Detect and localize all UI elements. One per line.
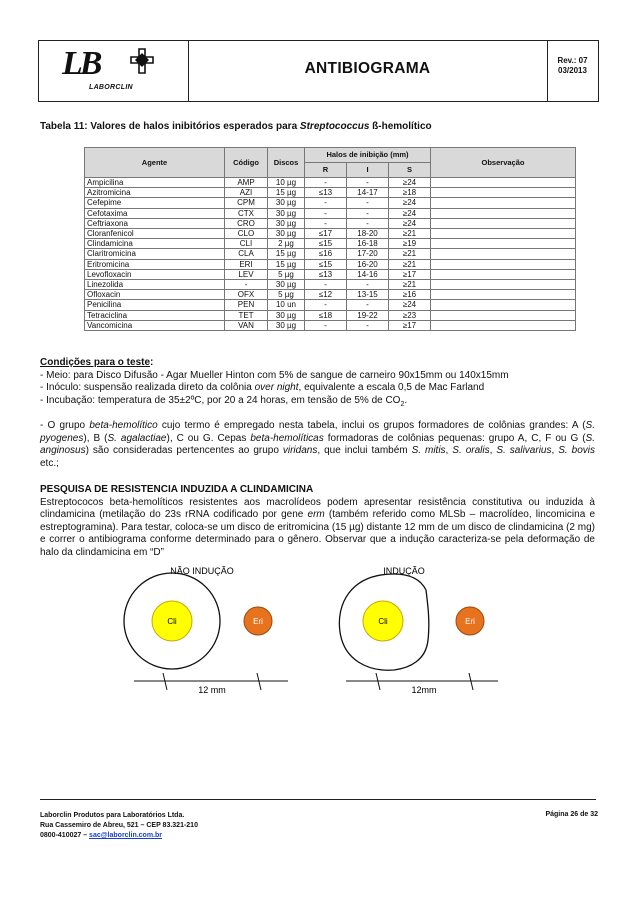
cell-disc: 15 µg xyxy=(268,188,305,198)
cell-i: 16-20 xyxy=(347,259,389,269)
cell-i: 14-17 xyxy=(347,188,389,198)
label-inducao: INDUÇÃO xyxy=(383,566,425,576)
footer-email-link[interactable]: sac@laborclin.com.br xyxy=(89,832,163,839)
cell-disc: 2 µg xyxy=(268,239,305,249)
cell-i: 19-22 xyxy=(347,310,389,320)
cross-icon xyxy=(130,48,154,74)
cell-r: ≤17 xyxy=(305,229,347,239)
cell-obs xyxy=(431,320,576,330)
col-r: R xyxy=(305,163,347,178)
col-s: S xyxy=(389,163,431,178)
cell-agent: Ofloxacin xyxy=(85,290,225,300)
table-row xyxy=(85,320,576,330)
col-disc: Discos xyxy=(268,148,305,178)
cell-obs xyxy=(431,310,576,320)
cell-agent: Cefotaxima xyxy=(85,208,225,218)
cell-obs xyxy=(431,178,576,188)
cell-disc: 30 µg xyxy=(268,208,305,218)
cell-r: ≤16 xyxy=(305,249,347,259)
condition-incubacao: - Incubação: temperatura de 35±2ºC, por 20 a 24 horas, em tensão de 5% de $CO_2$. xyxy=(40,394,408,408)
cell-r: ≤18 xyxy=(305,310,347,320)
cell-code: CTX xyxy=(225,208,268,218)
cell-i: 14-16 xyxy=(347,269,389,279)
cell-s: ≥24 xyxy=(389,208,431,218)
cell-r: - xyxy=(305,280,347,290)
table-title: Tabela 11: Valores de halos inibitórios esperados para Streptococcus ß-hemolítico xyxy=(40,121,432,132)
cell-disc: 10 un xyxy=(268,300,305,310)
cell-s: ≥21 xyxy=(389,249,431,259)
induction-diagram xyxy=(0,560,638,700)
cell-r: ≤15 xyxy=(305,239,347,249)
cell-s: ≥21 xyxy=(389,259,431,269)
cell-s: ≥16 xyxy=(389,290,431,300)
cell-r: ≤15 xyxy=(305,259,347,269)
table-row xyxy=(85,218,576,228)
cell-code: CRO xyxy=(225,218,268,228)
cell-obs xyxy=(431,280,576,290)
table-row xyxy=(85,259,576,269)
cell-s: ≥23 xyxy=(389,310,431,320)
cell-i: 17-20 xyxy=(347,249,389,259)
cell-agent: Levofloxacin xyxy=(85,269,225,279)
cell-obs xyxy=(431,300,576,310)
cell-disc: 30 µg xyxy=(268,320,305,330)
col-agent: Agente xyxy=(85,148,225,178)
cell-code: OFX xyxy=(225,290,268,300)
cell-code: CLO xyxy=(225,229,268,239)
cell-disc: 5 µg xyxy=(268,269,305,279)
table-row xyxy=(85,178,576,188)
cell-i: 13-15 xyxy=(347,290,389,300)
cell-s: ≥17 xyxy=(389,320,431,330)
conditions-section: Condições para o teste: - Meio: para Disco Difusão - Agar Mueller Hinton com 5% de sangue de carneiro 90x15mm ou 140x15mm - Inóculo: suspensão realizada direto da colônia over night, equivalente a escala 0,5 de Mac Farland - Incubação: temperatura de 35±2ºC, por 20 a 24 horas, em tensão de 5% de $CO_2$. xyxy=(40,357,595,411)
conditions-heading: Condições para o teste xyxy=(40,357,151,368)
cell-code: CLA xyxy=(225,249,268,259)
cell-agent: Azitromicina xyxy=(85,188,225,198)
cell-i: - xyxy=(347,198,389,208)
cell-agent: Linezolida xyxy=(85,280,225,290)
table-row xyxy=(85,188,576,198)
table-row xyxy=(85,239,576,249)
logo-cell xyxy=(39,41,189,101)
footer-address: Rua Cassemiro de Abreu, 521 – CEP 83.321-210 xyxy=(40,822,198,829)
cell-i: - xyxy=(347,320,389,330)
cell-code: - xyxy=(225,280,268,290)
cell-disc: 30 µg xyxy=(268,218,305,228)
cell-r: - xyxy=(305,198,347,208)
cell-agent: Eritromicina xyxy=(85,259,225,269)
cell-s: ≥21 xyxy=(389,229,431,239)
condition-inoculo: - Inóculo: suspensão realizada direto da colônia over night, equivalente a escala 0,5 de Mac Farland xyxy=(40,382,485,394)
cell-i: 18-20 xyxy=(347,229,389,239)
cell-agent: Ceftriaxona xyxy=(85,218,225,228)
clinda-heading: PESQUISA DE RESISTENCIA INDUZIDA A CLINDAMICINA xyxy=(40,484,314,495)
cell-disc: 30 µg xyxy=(268,280,305,290)
cell-obs xyxy=(431,208,576,218)
table-row xyxy=(85,249,576,259)
revision-date: 03/2013 xyxy=(558,66,587,75)
cell-code: CPM xyxy=(225,198,268,208)
laborclin-logo: LB xyxy=(62,45,100,82)
halos-table xyxy=(84,147,576,331)
cell-code: TET xyxy=(225,310,268,320)
table-row xyxy=(85,290,576,300)
cell-obs xyxy=(431,290,576,300)
col-obs: Observação xyxy=(431,148,576,178)
label-nao-inducao: NÃO INDUÇÃO xyxy=(170,566,234,576)
cell-obs xyxy=(431,259,576,269)
cell-obs xyxy=(431,269,576,279)
cell-disc: 15 µg xyxy=(268,259,305,269)
clinda-section xyxy=(40,484,595,560)
distance-label-right: 12mm xyxy=(411,685,437,695)
cell-r: - xyxy=(305,300,347,310)
cell-r: - xyxy=(305,320,347,330)
cell-disc: 30 µg xyxy=(268,229,305,239)
cell-agent: Clindamicina xyxy=(85,239,225,249)
table-row xyxy=(85,198,576,208)
cell-r: - xyxy=(305,178,347,188)
table-row xyxy=(85,269,576,279)
condition-meio: - Meio: para Disco Difusão - Agar Mueller Hinton com 5% de sangue de carneiro 90x15mm ou 140x15mm xyxy=(40,369,509,381)
cell-code: PEN xyxy=(225,300,268,310)
distance-label-left: 12 mm xyxy=(198,685,226,695)
footer-company: Laborclin Produtos para Laboratórios Ltda. xyxy=(40,812,185,819)
disc-eri-right-label: Eri xyxy=(465,617,475,626)
cell-r: - xyxy=(305,208,347,218)
cell-i: - xyxy=(347,178,389,188)
cell-agent: Claritromicina xyxy=(85,249,225,259)
clinda-paragraph: Estreptococos beta-hemolíticos resistentes aos macrolídeos podem apresentar resistência constitutiva ou induzida à clindamicina (metilação do 23s rRNA codificado por gene erm (também referido como MLSb – macrolídeo, lincomicina e estreptogramina). Para testar, coloca-se um disco de eritromicina (15 µg) distante 12 mm de um disco de clindamicina (2 mg) e correr o antibiograma conforme determinado para o gênero. Observar que a indução caracteriza-se pela deformação de halo da clindamicina em “D” xyxy=(40,496,596,558)
cell-code: CLI xyxy=(225,239,268,249)
cell-obs xyxy=(431,188,576,198)
cell-agent: Tetraciclina xyxy=(85,310,225,320)
cell-agent: Vancomicina xyxy=(85,320,225,330)
cell-s: ≥21 xyxy=(389,280,431,290)
logo-subtitle: LABORCLIN xyxy=(89,84,133,91)
footer-divider xyxy=(40,799,596,800)
table-row xyxy=(85,280,576,290)
col-i: I xyxy=(347,163,389,178)
cell-code: AZI xyxy=(225,188,268,198)
cell-r: ≤13 xyxy=(305,269,347,279)
cell-i: 16-18 xyxy=(347,239,389,249)
disc-cli-right-label: Cli xyxy=(378,617,388,626)
title-cell xyxy=(188,41,548,101)
cell-r: ≤12 xyxy=(305,290,347,300)
cell-agent: Penicilina xyxy=(85,300,225,310)
cell-code: ERI xyxy=(225,259,268,269)
cell-s: ≥24 xyxy=(389,300,431,310)
cell-s: ≥19 xyxy=(389,239,431,249)
cell-disc: 5 µg xyxy=(268,290,305,300)
cell-disc: 30 µg xyxy=(268,198,305,208)
table-row xyxy=(85,208,576,218)
cell-s: ≥24 xyxy=(389,218,431,228)
cell-code: AMP xyxy=(225,178,268,188)
revision-cell xyxy=(547,41,598,101)
cell-obs xyxy=(431,249,576,259)
document-header xyxy=(38,40,599,102)
cell-r: - xyxy=(305,218,347,228)
cell-obs xyxy=(431,239,576,249)
cell-s: ≥24 xyxy=(389,178,431,188)
cell-disc: 30 µg xyxy=(268,310,305,320)
cell-i: - xyxy=(347,218,389,228)
disc-eri-left-label: Eri xyxy=(253,617,263,626)
cell-disc: 10 µg xyxy=(268,178,305,188)
col-halos: Halos de inibição (mm) xyxy=(305,148,431,163)
cell-r: ≤13 xyxy=(305,188,347,198)
cell-i: - xyxy=(347,300,389,310)
footer-contact xyxy=(40,811,198,841)
table-body xyxy=(85,178,576,331)
cell-agent: Ampicilina xyxy=(85,178,225,188)
cell-s: ≥24 xyxy=(389,198,431,208)
group-paragraph: - O grupo beta-hemolítico cujo termo é empregado nesta tabela, inclui os grupos formadores de colônias grandes: A (S. pyogenes), B (S. agalactiae), C ou G. Cepas beta-hemolíticas formadoras de colônias pequenas: grupo A, C, F ou G (S. anginosus) são consideradas pertencentes ao grupo viridans, que inclui também S. mitis, S. oralis, S. salivarius, S. bovis etc.; xyxy=(40,420,595,469)
table-row xyxy=(85,310,576,320)
cell-i: - xyxy=(347,280,389,290)
revision-number: Rev.: 07 xyxy=(557,56,588,65)
document-title: ANTIBIOGRAMA xyxy=(304,60,431,77)
cell-i: - xyxy=(347,208,389,218)
table-row xyxy=(85,300,576,310)
cell-code: LEV xyxy=(225,269,268,279)
col-code: Código xyxy=(225,148,268,178)
cell-obs xyxy=(431,198,576,208)
disc-cli-left-label: Cli xyxy=(167,617,177,626)
cell-obs xyxy=(431,229,576,239)
footer-phone: 0800-410027 – xyxy=(40,832,90,839)
table-row xyxy=(85,229,576,239)
cell-agent: Cefepime xyxy=(85,198,225,208)
cell-obs xyxy=(431,218,576,228)
cell-agent: Cloranfenicol xyxy=(85,229,225,239)
cell-s: ≥17 xyxy=(389,269,431,279)
page-number: Página 26 de 32 xyxy=(545,811,598,818)
cell-s: ≥18 xyxy=(389,188,431,198)
cell-disc: 15 µg xyxy=(268,249,305,259)
cell-code: VAN xyxy=(225,320,268,330)
